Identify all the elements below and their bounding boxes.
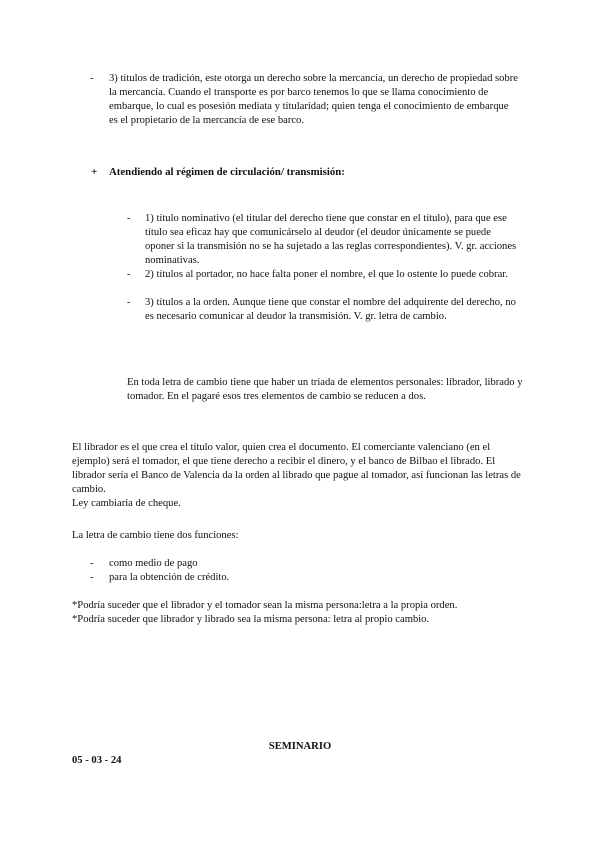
list-dash: - [127, 213, 131, 224]
list-dash: - [127, 297, 131, 308]
list-dash: - [127, 269, 131, 280]
list-item-nominativo: 1) título nominativo (el titular del derecho tiene que constar en el título), para que ese título sea eficaz hay que comunicárselo al deudor (el deudor únicamente se puede oponer si la transmisión no se ha sujetado a las reglas correspondientes). V. gr. acciones nominativas. [145, 213, 517, 266]
list-item-orden: 3) títulos a la orden. Aunque tiene que constar el nombre del adquirente del derecho, no es necesario comunicar al deudor la transmisión. V. gr. letra de cambio. [145, 297, 516, 322]
list-item-portador: 2) títulos al portador, no hace falta poner el nombre, el que lo ostente lo puede cobrar. [145, 269, 508, 280]
footer-title: SEMINARIO [268, 741, 332, 752]
list-dash: - [90, 558, 94, 569]
funciones-intro: La letra de cambio tiene dos funciones: [72, 530, 239, 541]
footer-date: 05 - 03 - 24 [72, 755, 122, 766]
section-bullet: + [91, 166, 98, 178]
titulos-tradicion-paragraph: 3) títulos de tradición, este otorga un derecho sobre la mercancía, un derecho de propiedad sobre la mercancía. Cuando el transporte es por barco tenemos lo que se llama conocimiento de embarque, lo cual es posesión mediata y titularidad; quien tenga el conocimiento de embarque es el propietario de la mercancía de ese barco. [109, 73, 518, 126]
librador-paragraph: El librador es el que crea el título valor, quien crea el documento. El comerciante valenciano (en el ejemplo) será el tomador, el que tiene derecho a recibir el dinero, y el banco de Bilbao el librado. El librador sería el Banco de Valencia da la orden al librado que pague al tomador, así funcionan las letras de cambio. [72, 442, 521, 495]
list-dash: - [90, 73, 94, 84]
note-line: *Podría suceder que el librador y el tomador sean la misma persona:letra a la propia orden. [72, 600, 458, 611]
funcion-item-credito: para la obtención de crédito. [109, 572, 230, 583]
triada-note: En toda letra de cambio tiene que haber un triada de elementos personales: librador, librado y tomador. En el pagaré esos tres elementos de cambio se reducen a dos. [127, 377, 523, 402]
ley-cambiaria-line: Ley cambiaria de cheque. [72, 498, 181, 509]
funcion-item-pago: como medio de pago [109, 558, 198, 569]
list-dash: - [90, 572, 94, 583]
note-line: *Podría suceder que librador y librado sea la misma persona: letra al propio cambio. [72, 614, 430, 625]
section-heading: Atendiendo al régimen de circulación/ transmisión: [109, 166, 345, 178]
